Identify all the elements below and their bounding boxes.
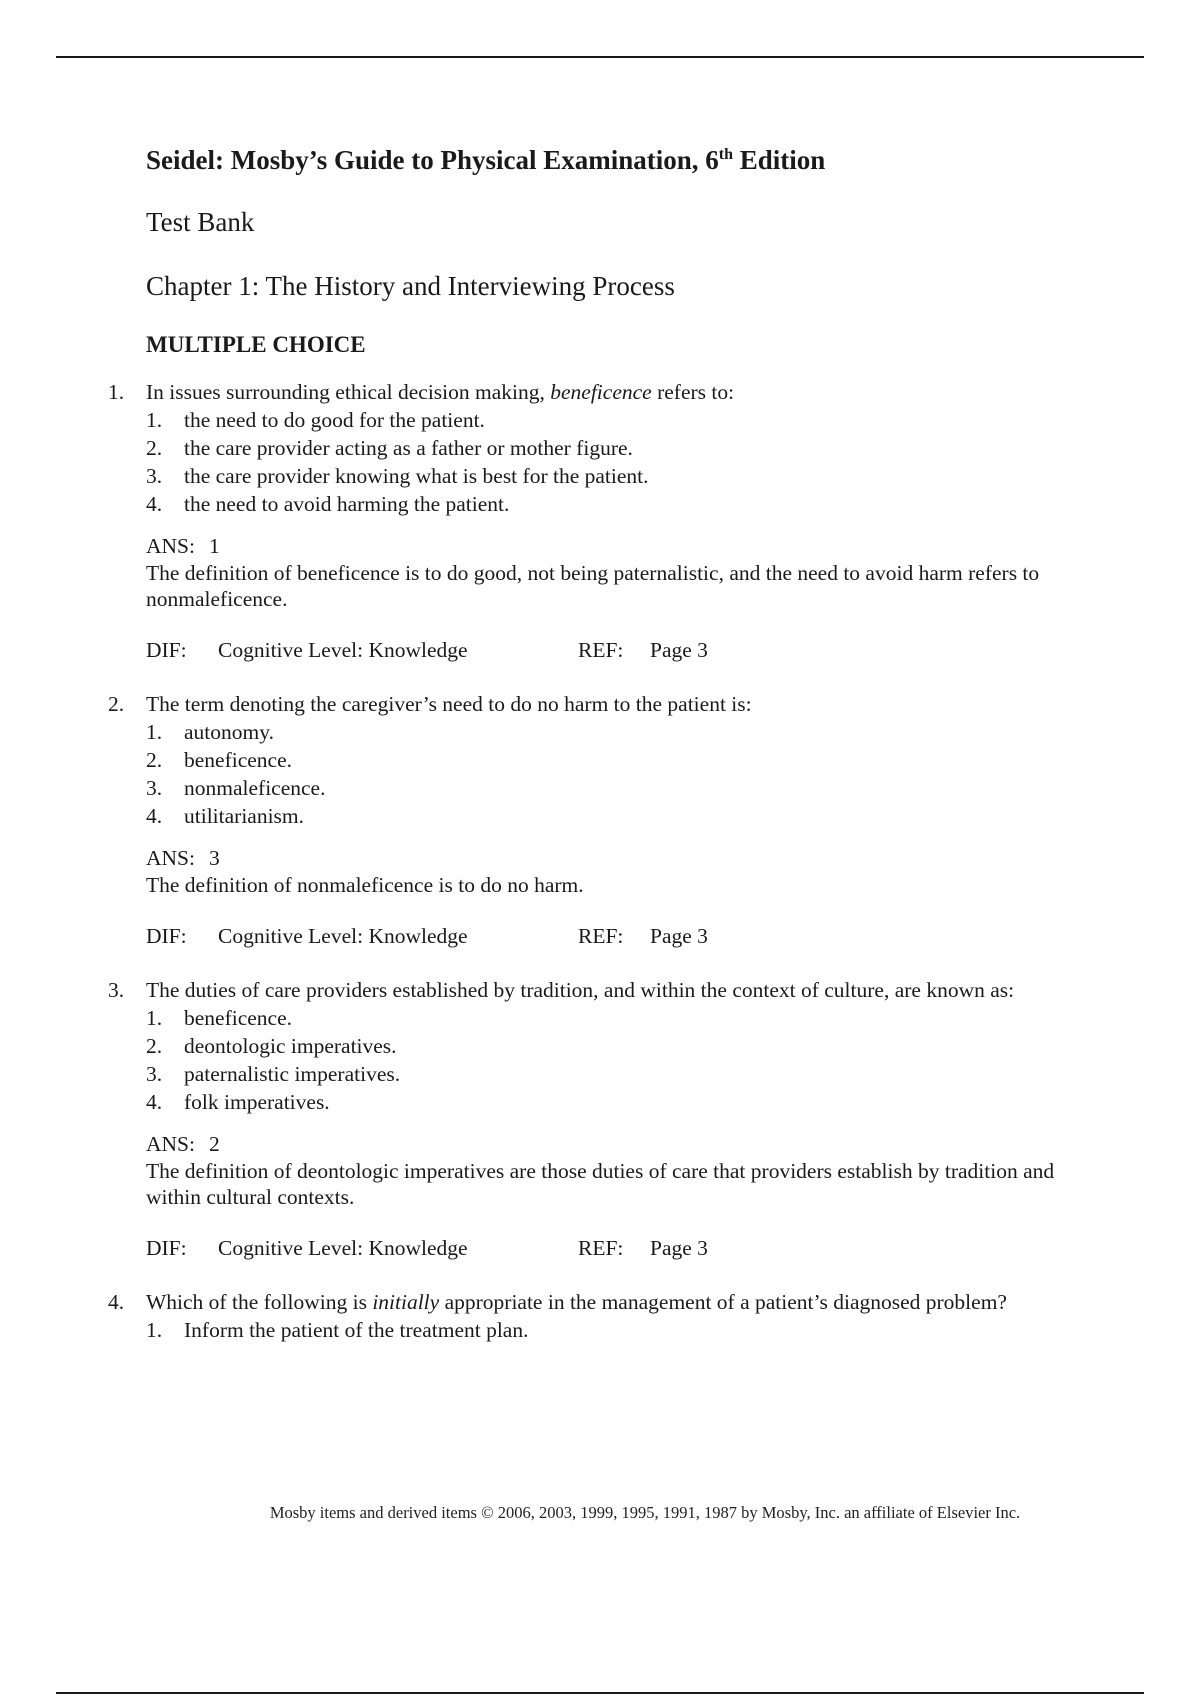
answer-value: 2 — [208, 1132, 220, 1156]
book-title-superscript: th — [718, 146, 734, 163]
difficulty-value: Cognitive Level: Knowledge — [218, 638, 468, 662]
question-item — [108, 378, 1076, 664]
option-number: 3. — [146, 1062, 163, 1086]
answer-option — [146, 490, 1076, 518]
option-number: 3. — [146, 464, 163, 488]
reference-value: Page 3 — [650, 924, 708, 948]
answer-value: 1 — [208, 534, 220, 558]
answer-line — [146, 844, 1076, 872]
question-text — [146, 690, 1076, 718]
question-text — [146, 378, 1076, 406]
question-number: 1. — [108, 380, 125, 404]
reference-label: REF: — [578, 638, 624, 662]
answer-rationale: The definition of nonmaleficence is to do no harm. — [146, 873, 584, 897]
difficulty-value: Cognitive Level: Knowledge — [218, 1236, 468, 1260]
question-text — [146, 976, 1076, 1004]
question-number: 3. — [108, 978, 125, 1002]
difficulty-label: DIF: — [146, 1236, 187, 1260]
answer-options — [146, 718, 1076, 830]
option-text: paternalistic imperatives. — [184, 1062, 401, 1086]
answer-option — [146, 1316, 1076, 1344]
answer-option — [146, 1088, 1076, 1116]
answer-label: ANS: — [146, 1132, 195, 1156]
answer-options — [146, 1004, 1076, 1116]
book-title-main: Seidel: Mosby’s Guide to Physical Examination, 6 — [146, 145, 719, 175]
option-text: beneficence. — [184, 748, 293, 772]
option-number: 2. — [146, 748, 163, 772]
answer-label: ANS: — [146, 846, 195, 870]
difficulty-label: DIF: — [146, 638, 187, 662]
option-number: 1. — [146, 720, 163, 744]
option-text: the need to do good for the patient. — [184, 408, 485, 432]
option-text: the care provider acting as a father or mother figure. — [184, 436, 633, 460]
option-number: 1. — [146, 1006, 163, 1030]
question-text-start: The duties of care providers established by tradition, and within the context of culture, are known as: — [146, 978, 1015, 1002]
option-text: Inform the patient of the treatment plan. — [184, 1318, 529, 1342]
answer-option — [146, 1060, 1076, 1088]
option-number: 1. — [146, 1318, 163, 1342]
answer-option — [146, 774, 1076, 802]
page-content — [108, 140, 1076, 1370]
question-text-end: appropriate in the management of a patient’s diagnosed problem? — [439, 1290, 1007, 1314]
difficulty-value: Cognitive Level: Knowledge — [218, 924, 468, 948]
question-list — [108, 378, 1076, 1344]
option-number: 4. — [146, 1090, 163, 1114]
question-text-end: refers to: — [651, 380, 735, 404]
answer-block — [146, 532, 1076, 612]
question-text-emphasis: initially — [372, 1290, 440, 1314]
answer-option — [146, 1004, 1076, 1032]
option-number: 1. — [146, 408, 163, 432]
answer-option — [146, 802, 1076, 830]
option-text: autonomy. — [184, 720, 274, 744]
option-number: 3. — [146, 776, 163, 800]
option-number: 2. — [146, 1034, 163, 1058]
document-subtitle: Test Bank — [146, 207, 255, 237]
answer-option — [146, 462, 1076, 490]
question-item — [108, 1288, 1076, 1344]
book-title-edition: Edition — [733, 145, 826, 175]
difficulty-label: DIF: — [146, 924, 187, 948]
option-number: 2. — [146, 436, 163, 460]
question-item — [108, 976, 1076, 1262]
question-metadata — [146, 922, 1076, 950]
option-text: beneficence. — [184, 1006, 293, 1030]
answer-option — [146, 434, 1076, 462]
option-text: folk imperatives. — [184, 1090, 330, 1114]
question-text — [146, 1288, 1076, 1316]
answer-value: 3 — [208, 846, 220, 870]
book-title — [146, 140, 1076, 180]
question-text-start: The term denoting the caregiver’s need to do no harm to the patient is: — [146, 692, 752, 716]
reference-label: REF: — [578, 924, 624, 948]
answer-rationale: The definition of beneficence is to do good, not being paternalistic, and the need to avoid harm refers to nonmaleficence. — [146, 561, 1040, 611]
question-text-emphasis: beneficence — [550, 380, 652, 404]
answer-label: ANS: — [146, 534, 195, 558]
option-text: the need to avoid harming the patient. — [184, 492, 510, 516]
question-number: 4. — [108, 1290, 125, 1314]
question-metadata — [146, 636, 1076, 664]
section-heading: MULTIPLE CHOICE — [146, 332, 366, 357]
option-number: 4. — [146, 492, 163, 516]
answer-option — [146, 718, 1076, 746]
reference-label: REF: — [578, 1236, 624, 1260]
answer-option — [146, 406, 1076, 434]
answer-options — [146, 406, 1076, 518]
copyright-footer: Mosby items and derived items © 2006, 2003, 1999, 1995, 1991, 1987 by Mosby, Inc. an affiliate of Elsevier Inc. — [269, 1503, 1021, 1522]
answer-line — [146, 1130, 1076, 1158]
answer-option — [146, 1032, 1076, 1060]
option-number: 4. — [146, 804, 163, 828]
reference-value: Page 3 — [650, 638, 708, 662]
question-number: 2. — [108, 692, 125, 716]
answer-line — [146, 532, 1076, 560]
answer-block — [146, 844, 1076, 898]
question-text-start: In issues surrounding ethical decision making, — [146, 380, 551, 404]
bottom-rule — [56, 1692, 1144, 1694]
reference-value: Page 3 — [650, 1236, 708, 1260]
option-text: the care provider knowing what is best for the patient. — [184, 464, 649, 488]
option-text: deontologic imperatives. — [184, 1034, 397, 1058]
top-rule — [56, 56, 1144, 58]
question-metadata — [146, 1234, 1076, 1262]
answer-option — [146, 746, 1076, 774]
question-text-start: Which of the following is — [146, 1290, 373, 1314]
option-text: nonmaleficence. — [184, 776, 326, 800]
answer-options — [146, 1316, 1076, 1344]
answer-block — [146, 1130, 1076, 1210]
chapter-heading: Chapter 1: The History and Interviewing Process — [146, 271, 675, 301]
option-text: utilitarianism. — [184, 804, 305, 828]
question-item — [108, 690, 1076, 950]
answer-rationale: The definition of deontologic imperatives are those duties of care that providers establish by tradition and within cultural contexts. — [146, 1159, 1055, 1209]
